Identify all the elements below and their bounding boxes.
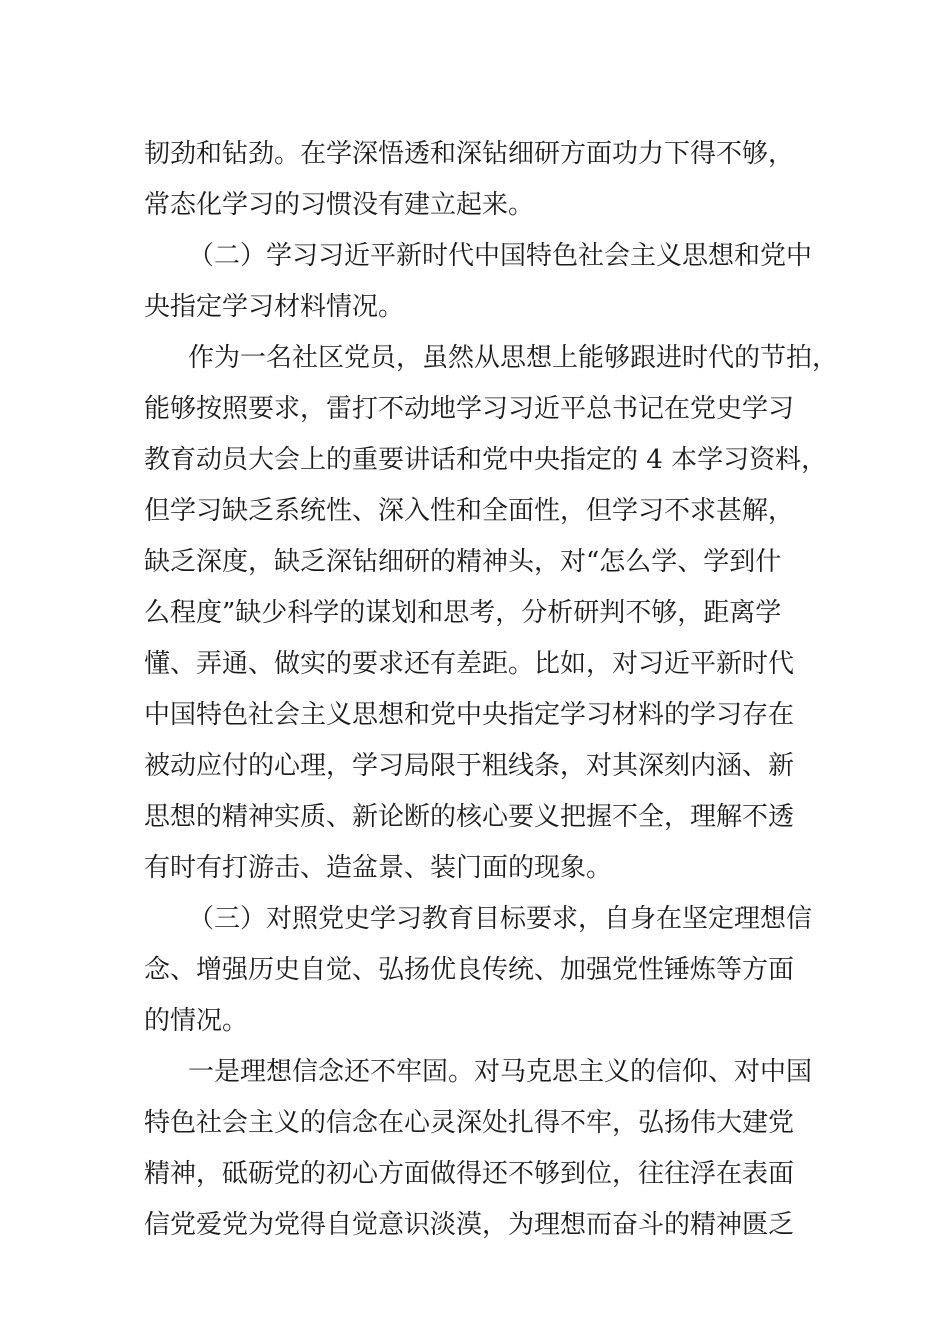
text-line: 被动应付的心理，学习局限于粗线条，对其深刻内涵、新 [144, 751, 795, 781]
text-line: 信党爱党为党得自觉意识淡漠，为理想而奋斗的精神匮乏 [144, 1210, 795, 1240]
section-heading-3-cont: 念、增强历史自觉、弘扬优良传统、加强党性锤炼等方面 [144, 955, 795, 985]
text-line: 特色社会主义的信念在心灵深处扎得不牢，弘扬伟大建党 [144, 1108, 795, 1138]
text-line: 么程度”缺少科学的谋划和思考，分析研判不够，距离学 [144, 598, 782, 628]
text-line: 有时有打游击、造盆景、装门面的现象。 [144, 853, 613, 883]
text-line: 常态化学习的习惯没有建立起来。 [144, 190, 535, 220]
text-line: 懂、弄通、做实的要求还有差距。比如，对习近平新时代 [144, 649, 795, 679]
text-line: 但学习缺乏系统性、深入性和全面性，但学习不求甚解， [144, 496, 795, 526]
text-line: 能够按照要求，雷打不动地学习习近平总书记在党史学习 [144, 394, 795, 424]
paragraph-start: 一是理想信念还不牢固。对马克思主义的信仰、对中国 [188, 1057, 813, 1087]
section-heading-3: （三）对照党史学习教育目标要求，自身在坚定理想信 [188, 904, 813, 934]
paragraph-start: 作为一名社区党员，虽然从思想上能够跟进时代的节拍， [188, 343, 839, 373]
text-line: 精神，砥砺党的初心方面做得还不够到位，往往浮在表面 [144, 1159, 795, 1189]
text-line: 韧劲和钻劲。在学深悟透和深钻细研方面功力下得不够， [144, 139, 795, 169]
text-line: 思想的精神实质、新论断的核心要义把握不全，理解不透 [144, 802, 795, 832]
section-heading-3-cont: 的情况。 [144, 1006, 249, 1036]
body-text [144, 129, 839, 1251]
section-heading-2: （二）学习习近平新时代中国特色社会主义思想和党中 [188, 241, 813, 271]
text-line: 缺乏深度，缺乏深钻细研的精神头，对“怎么学、学到什 [144, 547, 782, 577]
text-line: 中国特色社会主义思想和党中央指定学习材料的学习存在 [144, 700, 795, 730]
text-line: 教育动员大会上的重要讲话和党中央指定的 4 本学习资料， [144, 445, 828, 475]
section-heading-2-cont: 央指定学习材料情况。 [144, 292, 405, 322]
